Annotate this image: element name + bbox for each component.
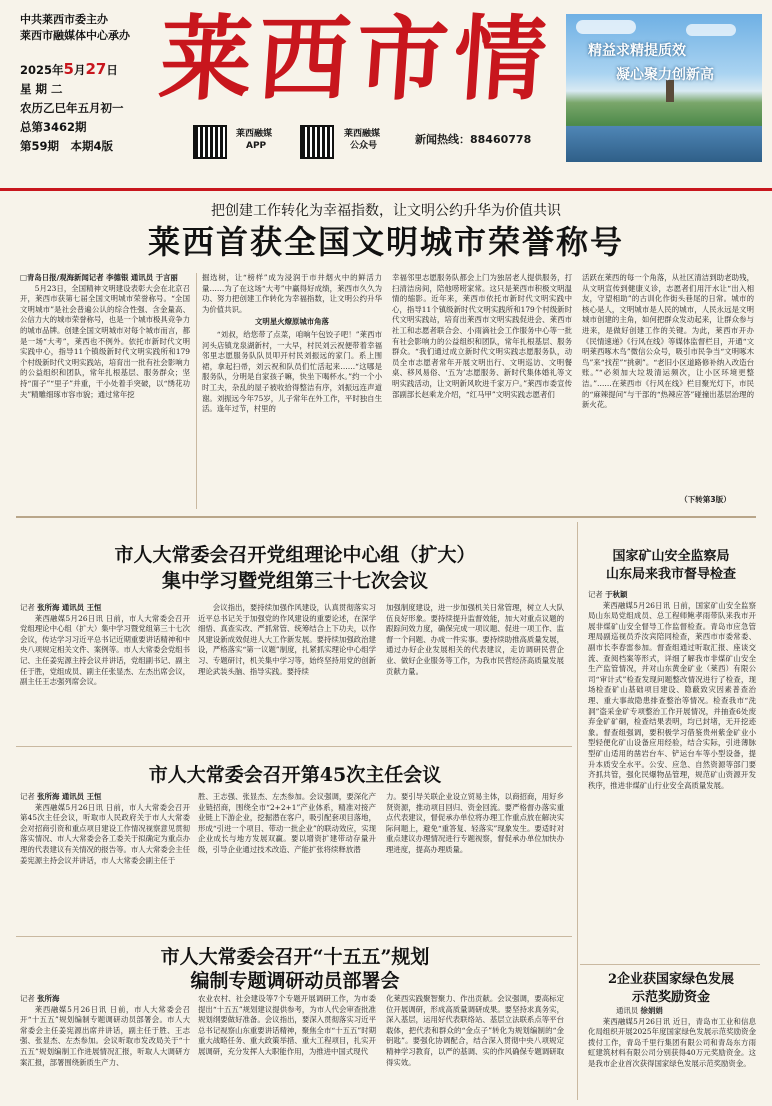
side1-paragraph: 莱西融媒5月26日讯 日前，国家矿山安全监察局山东局党组成员、总工程师鲍孝雨带队来我市开展非煤矿山安全督导工作监督检查。青岛市应急管理局副巡视员乔汝宾陪同检查，莱西市市委常委、副市长李春雷参加。督查组通过听取汇报、座谈交流、查阅档案等形式，详细了解我市非煤矿山安全生产监管情况，并对山东黄金矿业（莱西）有限公司“审计式”检查发现问题整改情况进行了检查，现场检查矿山基础项目建设、隐蔽致灾因素普查治理、重大事故隐患排查整治等情况。检查我市“洗洞”盗采金矿专项整治工作开展情况，并抽查6处废弃金矿矿硐，检查结果表明，均已封堵，无开挖迹象。督查组强调，要积极学习借鉴贵州紫金矿业小型轻便化矿山设备应用经验，结合实际，引进薄脉型矿山适用的凿岩台车、铲运台车等小型设备，提升本质安全水平。公安、应急、自然资源等部门要齐抓共管，强化民爆物品管理，规范矿山资源开发秩序，推进非煤矿山行业安全高质量发展。 — [588, 600, 756, 790]
side1-headline-1[interactable]: 国家矿山安全监察局 — [612, 549, 730, 564]
story2-headline-2[interactable]: 集中学习暨党组第三十七次会议 — [161, 570, 428, 592]
lead-subheading: 文明星火燎原城市角落 — [255, 317, 329, 327]
story3-column-2 — [198, 792, 376, 932]
lead-byline: □青岛日报/观海新闻记者 李德银 通讯员 于言丽 — [20, 273, 178, 282]
banner-slogan-2: 凝心聚力创新高 — [616, 67, 714, 83]
lead-column-2 — [202, 273, 382, 509]
story4-byline: 记者 张所海 — [20, 994, 60, 1003]
sponsor-line: 中共莱西市委主办 — [20, 13, 108, 26]
lead-column-1 — [20, 273, 190, 509]
app-label-sub: APP — [246, 141, 267, 151]
lead-paragraph: “刘叔，给您带了点菜，咱晌午包饺子吧！”莱西市河头店镇龙泉湖新村，一大早，村民刘云祝便带着幸福邻里志愿服务队队员叩开村民刘振远的家门。系上围裙，拿起扫帚，刘云祝和队员们忙活起来……“这哪是服务队，分明是自家孩子嘛，快坐下喝杯水。”约一个小时工夫，杂乱的屋子被收拾得整洁有序，刘振远连声道谢。刘振远今年75岁，儿子常年在外工作，平时独自生活。逢年过节，村里的 — [202, 329, 382, 414]
wechat-label: 莱西融媒 — [344, 129, 381, 139]
lead-column-3 — [392, 273, 572, 509]
story4-paragraph: 农业农村、社会建设等7个专题开展调研工作，为市委提出“十五五”规划建议提供参考，为市人代会审查批准规划纲要做好准备。会议指出，要深入贯彻落实习近平总书记视察山东重要讲话精神，聚焦全市“十五五”时期重大战略任务、重大政策举措、重大工程项目，扎实开展调研，充分发挥人大职能作用，为推进中国式现代 — [198, 994, 376, 1056]
story2-paragraph: 莱西融媒5月26日讯 日前，市人大常委会召开党组理论中心组（扩大）集中学习暨党组第三十七次会议，传达学习习近平总书记近期重要讲话精神和中央八项规定相关文件、案例等。市人大常委会党组书记、主任姜宪源主持会议并讲话，党组副书记、副主任于胜，党组成员、副主任张显杰、左杰出席会议，副主任王志强列席会议。 — [20, 613, 190, 687]
scenic-banner — [566, 14, 762, 162]
story4-paragraph: 化莱西实践聚智聚力、作出贡献。会议强调，要高标定位开展调研，形成高质量调研成果。要坚持求真务实，深入基层，运用好代表联络站、基层立法联系点等平台载体，把代表和群众的“金点子”转化为规划编制的“金钥匙”。要强化协调配合，结合深入贯彻中央八项规定精神学习教育，以严的基调、实的作风确保专题调研取得实效。 — [386, 994, 564, 1067]
story3-column-3 — [386, 792, 564, 932]
side1-column — [588, 590, 756, 960]
story4-paragraph: 莱西融媒5月26日讯 日前，市人大常委会召开“十五五”规划编制专题调研动员部署会。市人大常委会主任姜宪源出席并讲话，副主任于胜、王志强、张显杰、左杰参加。会议听取市发改局关于“十五五”规划编制工作进展情况汇报，听取人大调研方案汇报，部署围绕新质生产力、 — [20, 1004, 190, 1067]
lunar-date: 农历乙巳年五月初一 — [20, 101, 124, 115]
issue-number: 第59期 本期4版 — [20, 139, 114, 153]
lake — [566, 126, 762, 162]
story3-paragraph: 胜、王志强、张显杰、左杰参加。会议强调，要深化产业链招商，围绕全市“2+2+1”产业体系，精准对接产业链上下游企业，挖掘潜在客户，吸引配套项目落地，形成“引进一个项目、带动一批企业”的联动效应，实现企业成长与地方发展双赢。要以增资扩建带动存量升级，引导企业通过技术改造、产能扩张将续释放潜 — [198, 792, 376, 854]
story3-paragraph: 莱西融媒5月26日讯 日前，市人大常委会召开第45次主任会议，听取市人民政府关于市人大常委会对招商引资和重点项目建设工作情况视察意见贯彻落实情况、市人大常委会各工委关于拟确定为重点办理的代表建议有关情况的报告等。市人大常委会主任姜宪源主持会议并讲话，市人大常委会副主任于 — [20, 802, 190, 865]
cloud — [576, 20, 636, 34]
masthead-rule — [0, 188, 772, 191]
cloud — [686, 24, 736, 36]
app-label: 莱西融媒 — [236, 129, 273, 139]
story2-byline: 记者 张所海 通讯员 王恒 — [20, 603, 102, 612]
wechat-qr-code[interactable] — [300, 125, 334, 159]
story4-column-2 — [198, 994, 376, 1100]
story2-column-2 — [198, 603, 376, 743]
story3-column-1 — [20, 792, 190, 932]
lead-jump-line[interactable]: （下转第3版） — [680, 495, 731, 504]
story3-paragraph: 力。要引导关联企业设立贸易主体，以商招商，用好乡贤资源，推动项目回归、资金回流。要严格督办落实重点代表建议，督促承办单位将办理工作重点放在解决实际问题上，避免“重答复、轻落实”现象发生。要适时对重点建议办理情况进行专题视察，督促承办单位加快办理进度，提高办理质量。 — [386, 792, 564, 854]
side1-headline-2[interactable]: 山东局来我市督导检查 — [605, 567, 736, 582]
story2-column-3 — [386, 603, 564, 743]
story2-paragraph: 会议指出，要持续加强作风建设，认真贯彻落实习近平总书记关于加强党的作风建设的重要论述，在深学细悟、真查实改、严抓常管、统筹结合上下功夫，以作风建设新成效促进人大工作新发展。要持续加强政治建设，严格落实“第一议题”制度，扎紧抓实理论中心组学习、专题研讨，机关集中学习等，始终坚持用党的创新理论武装头脑、指导实践。要持续 — [198, 603, 376, 676]
story2-paragraph: 加强制度建设，进一步加强机关日常管理，树立人大队伍良好形象。要持续提升监督效能，加大对重点议题的跟踪问效力度，确保完成一项议题、促进一项工作、监督一个问题、办成一件实事。要持续助推高质量发展，通过办好企业发展相关的代表建议，走访调研民营企业、做好企业服务等工作，为我市民营经济高质量发展贡献力量。 — [386, 603, 564, 676]
issue-total: 总第3462期 — [20, 120, 87, 134]
lead-column-4 — [582, 273, 754, 497]
side1-byline: 记者 于秋颖 — [588, 590, 628, 599]
story4-column-1 — [20, 994, 190, 1100]
sponsor-line: 莱西市融媒体中心承办 — [20, 29, 130, 42]
story4-column-3 — [386, 994, 564, 1100]
side2-column — [588, 1006, 756, 1102]
story4-headline-1[interactable]: 市人大常委会召开“十五五”规划 — [160, 946, 430, 968]
side2-headline-2[interactable]: 示范奖励资金 — [631, 990, 710, 1005]
lead-paragraph: 幸福邻里志愿服务队都会上门为独居老人提供服务，打扫清洁房间，陪他唠唠家常。这只是莱西市积极文明温情的缩影。近年来，莱西市依托市新时代文明实践中心，指导11个镇级新时代文明实践所和179个村级新时代文明实践站，培育出莱西市文明实践促进会、莱西市社工和志愿者联合会、小雨滴社会工作服务中心等一批有社会影响力的公益组织和团队，常年扎根基层、服务群众。“我们通过成立新时代文明实践志愿服务队，动员全市志愿者常年开展文明出行、文明巡访、文明餐桌、移风易俗、‘五为’志愿服务、新时代集体婚礼等文明实践活动，让文明新风吹进千家万户。”莱西市委宣传部副部长赵乘龙介绍，“红马甲”文明实践志愿者们 — [392, 273, 572, 399]
issue-date: 2025年5月27日 — [20, 60, 118, 78]
newspaper-title: 莱西市情 — [156, 5, 556, 113]
hotline: 新闻热线：88460778 — [415, 133, 532, 146]
lead-paragraph: 活跃在莱西的每一个角落，从社区清洁到助老助残，从文明宣传到健康义诊，志愿者们用汗水让“出入相友，守望相助”的古训化作街头巷尾的日常。城市的核心是人，文明城市是人民的城市，人民永远是文明城市创建的主角，如何把群众发动起来，让群众参与进来，是做好创建工作的关键。为此，莱西市开办《民情速递》《行风在线》等媒体监督栏目，开通“文明莱西啄木鸟”微信公众号，吸引市民争当“文明啄木鸟”来“找茬”“挑刺”。“老旧小区道路修补纳入改造台账。”“必须加大垃圾清运频次，让小区环境更整洁。”……在莱西市《行风在线》栏目聚光灯下，市民的“麻辣提问”与干部的“热辣应答”碰撞出基层治理的新火花。 — [582, 273, 754, 410]
weekday: 星 期 二 — [20, 82, 63, 96]
lead-paragraph: 掘选树，让“榜样”成为浸润于市井烟火中的鲜活力量……为了在这场“大考”中赢得好成绩，莱西市久久为功、努力把创建工作转化为幸福指数，让文明公约升华为价值共识。 — [202, 273, 382, 314]
story2-headline-1[interactable]: 市人大常委会召开党组理论中心组（扩大） — [114, 544, 476, 566]
side2-paragraph: 莱西融媒5月26日讯 近日，青岛市工业和信息化局组织开展2025年度国家绿色发展示范奖励资金拨付工作，青岛千里行集团有限公司和青岛东方雨虹建筑材料有限公司分别获得40万元奖励资金。这是我市企业首次获得国家绿色发展示范奖励资金。 — [588, 1016, 756, 1068]
masthead — [0, 0, 772, 188]
wechat-label-sub: 公众号 — [350, 141, 378, 151]
app-qr-code[interactable] — [193, 125, 227, 159]
story3-headline[interactable]: 市人大常委会召开第45次主任会议 — [148, 764, 442, 786]
lead-headline[interactable]: 莱西首获全国文明城市荣誉称号 — [147, 223, 624, 261]
story2-column-1 — [20, 603, 190, 743]
lead-paragraph: 5月23日，全国精神文明建设表彰大会在北京召开，莱西市获第七届全国文明城市荣誉称号。“全国文明城市”是社会普遍公认的综合性强、含金量高、公信力大的城市荣誉称号，也是一个城市极具竞争力的城市品牌。创建全国文明城市对每个城市而言，都是一场“大考”，莱西也不例外。依托市新时代文明实践中心，指导11个镇级新时代文明实践所和179个村级新时代文明实践站，培育出一批有社会影响力的公益组织和团队，常年扎根基层、服务群众；坚持“面子”“里子”并重，干小处着手突破，以“绣花功夫”精雕细琢市容市貌；通过常年挖 — [20, 283, 190, 399]
side2-byline: 通讯员 徐娟娟 — [616, 1006, 663, 1015]
story3-byline: 记者 张所海 通讯员 王恒 — [20, 792, 102, 801]
side2-headline-1[interactable]: 2企业获国家绿色发展 — [607, 972, 735, 987]
banner-slogan-1: 精益求精提质效 — [588, 43, 686, 59]
lead-kicker: 把创建工作转化为幸福指数，让文明公约升华为价值共识 — [211, 203, 561, 219]
story4-headline-2[interactable]: 编制专题调研动员部署会 — [190, 970, 400, 992]
